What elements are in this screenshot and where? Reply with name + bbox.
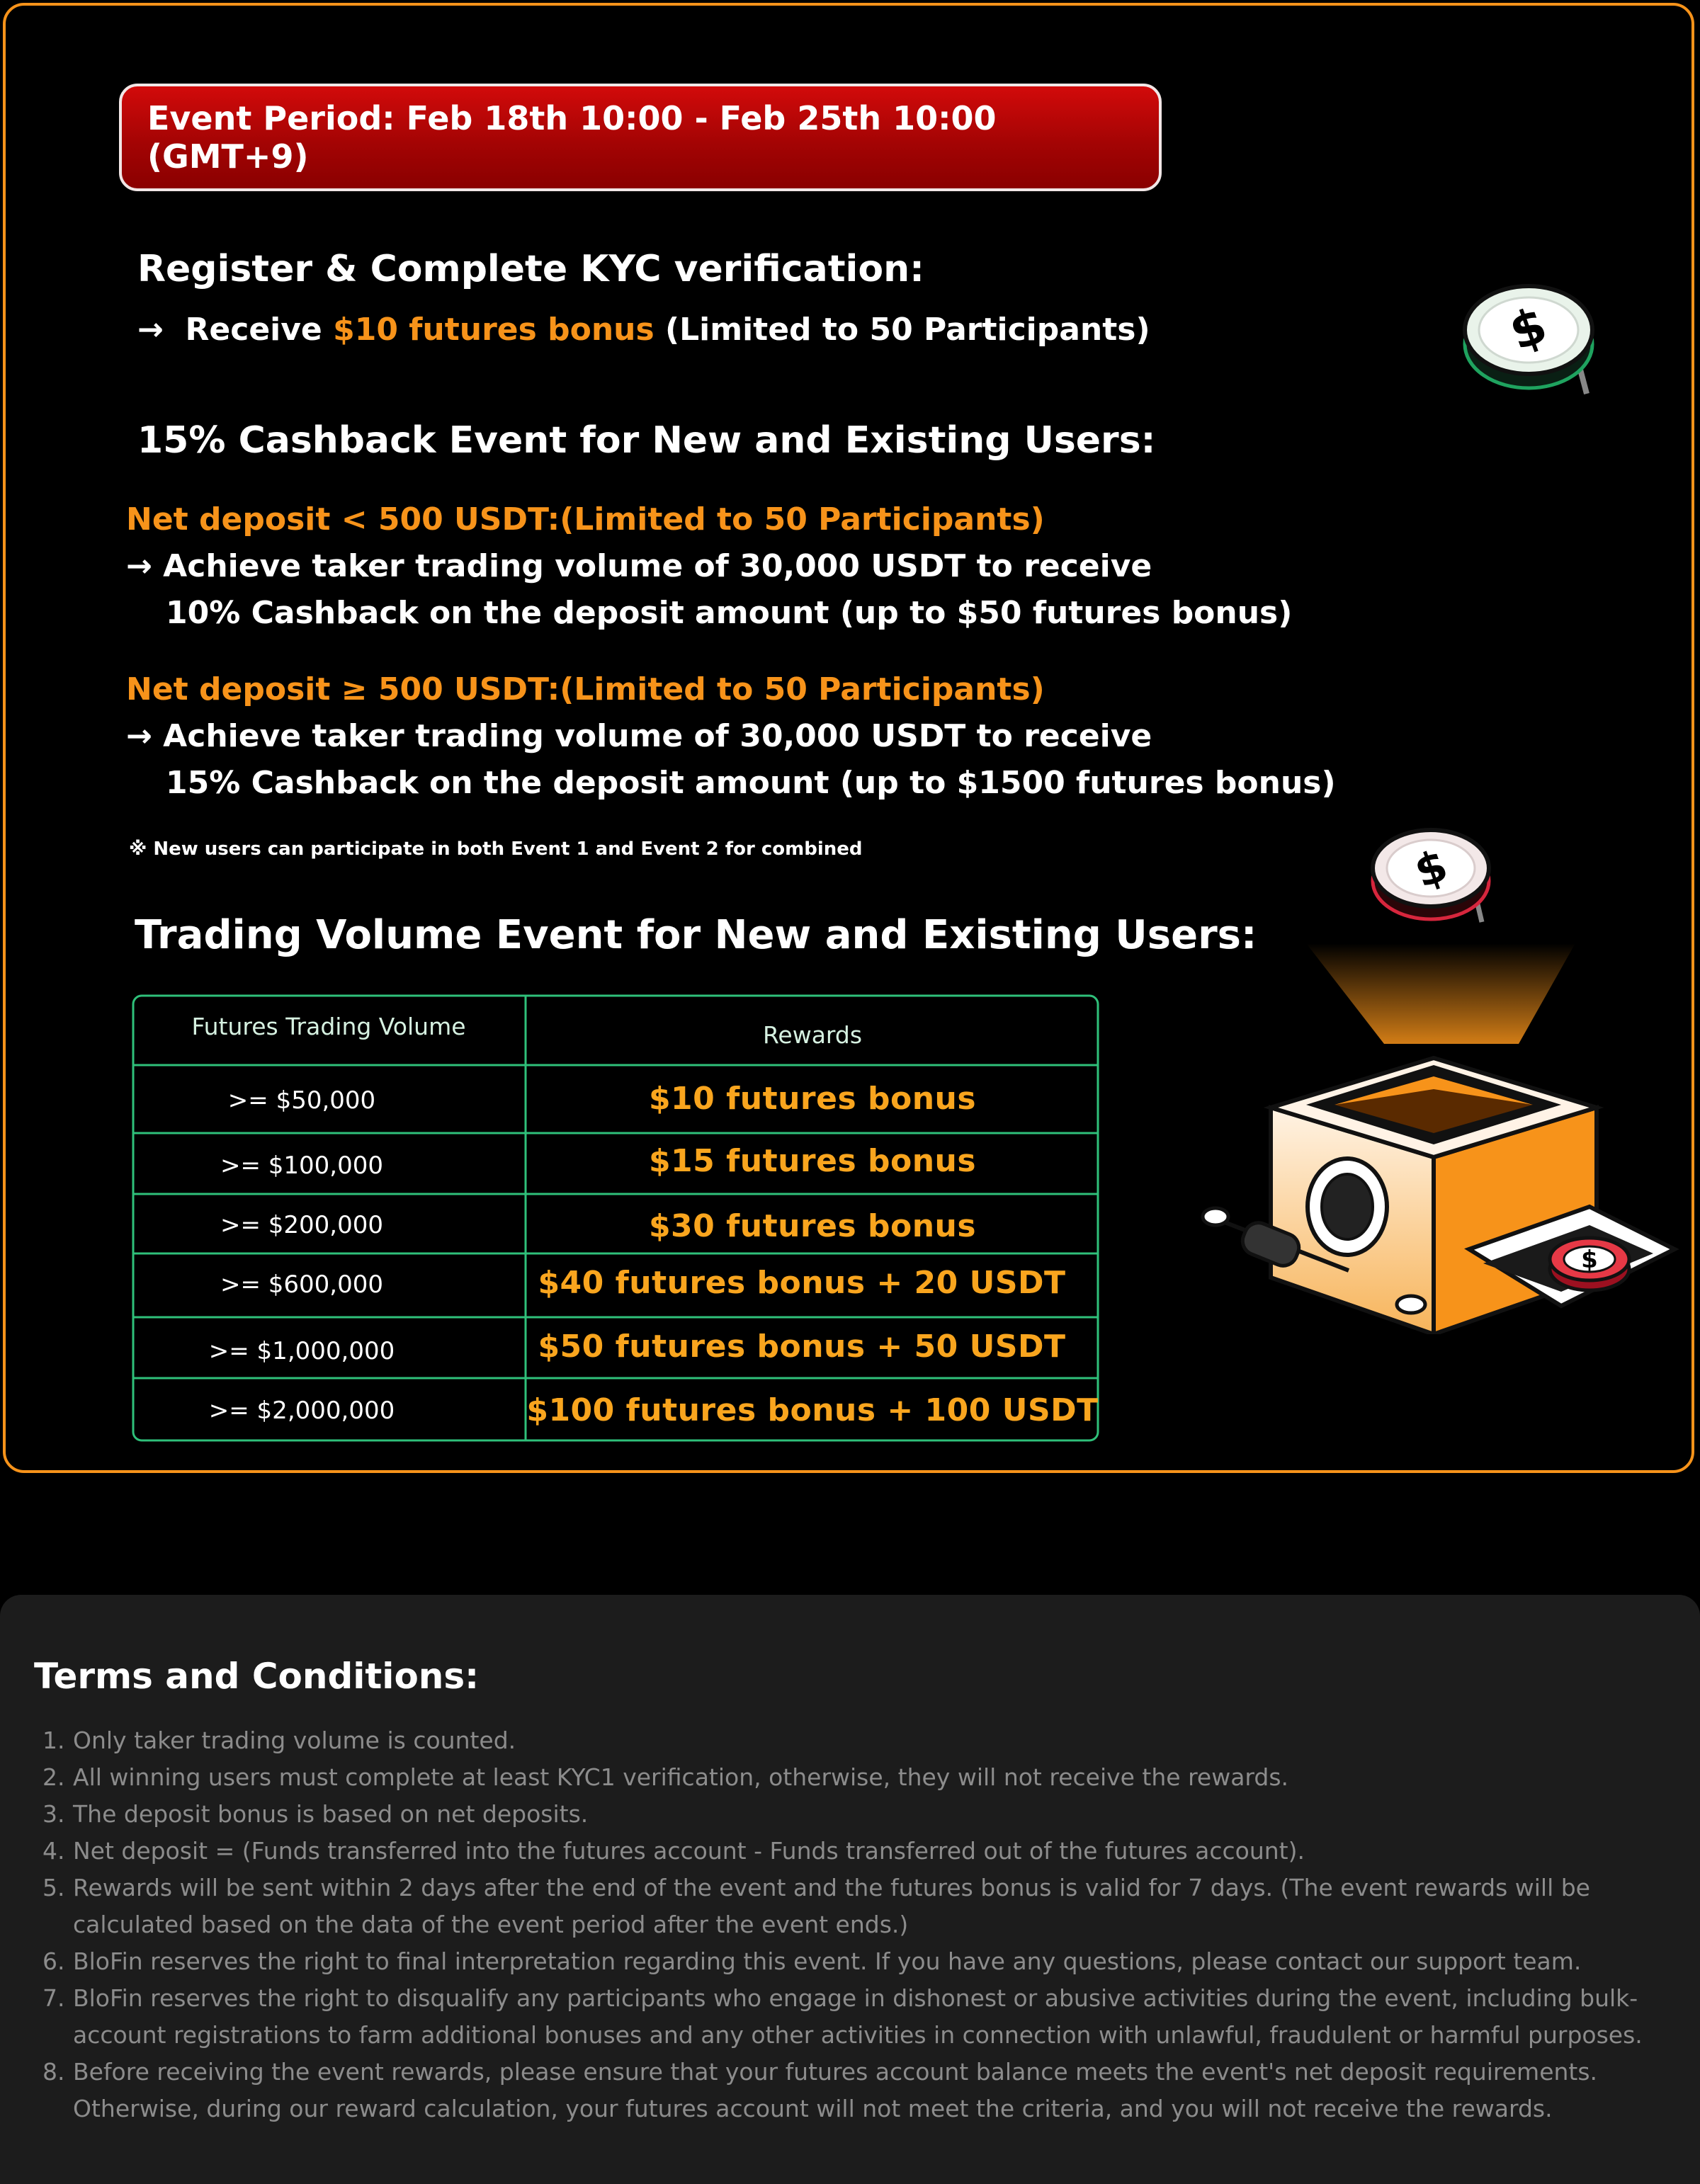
terms-item: 6. BloFin reserves the right to final interpretation regarding this event. If you have any questions, please contact our support team.: [42, 1947, 1582, 1975]
svg-text:$: $: [1581, 1246, 1598, 1274]
terms-item: 8. Before receiving the event rewards, please ensure that your futures account balance meets the event's net deposit requirements. Otherwise, during our reward calculation, your futures account will not meet the criteria, and you will not receive the rewards.: [42, 2058, 1598, 2122]
event-period-banner: [119, 84, 1162, 191]
terms-item: 4. Net deposit = (Funds transferred into the futures account - Funds transferred out of the futures account).: [42, 1837, 1305, 1865]
row-volume: >= $2,000,000: [208, 1397, 395, 1425]
cashback-section-title: 15% Cashback Event for New and Existing Users:: [137, 419, 1156, 462]
red-dollar-coin-icon: [1366, 820, 1500, 926]
kyc-bonus-highlight: $10 futures bonus: [333, 312, 654, 348]
row-reward: $15 futures bonus: [648, 1143, 977, 1179]
header-volume: Futures Trading Volume: [191, 1013, 466, 1040]
terms-item: 5. Rewards will be sent within 2 days after the end of the event and the futures bonus is valid for 7 days. (The event rewards will be calculated based on the data of the event period after the event ends.): [42, 1874, 1590, 1938]
header-rewards: Rewards: [762, 1021, 863, 1049]
tier1-condition: Net deposit < 500 USDT:(Limited to 50 Participants): [126, 501, 1045, 538]
tier2-line2: 15% Cashback on the deposit amount (up to $1500 futures bonus): [166, 765, 1336, 801]
terms-item: 3. The deposit bonus is based on net deposits.: [42, 1800, 589, 1828]
green-dollar-coin-icon: [1455, 275, 1608, 399]
tier1-line2: 10% Cashback on the deposit amount (up to $50 futures bonus): [166, 595, 1293, 631]
combined-note: ※ New users can participate in both Event 1 and Event 2 for combined: [129, 838, 863, 860]
row-reward: $50 futures bonus + 50 USDT: [538, 1329, 1066, 1365]
row-volume: >= $100,000: [220, 1151, 383, 1180]
row-reward: $100 futures bonus + 100 USDT: [526, 1392, 1099, 1428]
row-reward: $30 futures bonus: [648, 1208, 977, 1244]
row-volume: >= $200,000: [220, 1211, 383, 1239]
terms-title: Terms and Conditions:: [34, 1656, 480, 1697]
terms-item: 1. Only taker trading volume is counted.: [42, 1727, 516, 1754]
arrow-icon: →: [137, 312, 164, 348]
svg-text:$: $: [1502, 295, 1555, 362]
row-volume: >= $1,000,000: [208, 1337, 395, 1365]
tier1-line1: → Achieve taker trading volume of 30,000 USDT to receive: [126, 548, 1152, 584]
row-volume: >= $600,000: [220, 1270, 383, 1299]
terms-item: 7. BloFin reserves the right to disqualify any participants who engage in dishonest or abusive activities during the event, including bulk-account registrations to farm additional bonuses and any other activities in connection with unlawful, fraudulent or harmful purposes.: [42, 1984, 1643, 2049]
event-card: [3, 3, 1694, 1473]
cashback-machine-illustration: [1193, 938, 1682, 1334]
terms-list: [34, 1722, 1663, 2127]
tier2-condition: Net deposit ≥ 500 USDT:(Limited to 50 Participants): [126, 671, 1045, 707]
terms-item: 2. All winning users must complete at least KYC1 verification, otherwise, they will not receive the rewards.: [42, 1763, 1289, 1791]
trading-volume-table: [132, 994, 1099, 1442]
row-volume: >= $50,000: [227, 1086, 376, 1115]
tier2-line1: → Achieve taker trading volume of 30,000 USDT to receive: [126, 718, 1152, 754]
row-reward: $40 futures bonus + 20 USDT: [538, 1265, 1066, 1301]
svg-text:$: $: [1407, 838, 1454, 899]
kyc-section-title: Register & Complete KYC verification:: [137, 248, 924, 290]
volume-section-title: Trading Volume Event for New and Existing Users:: [135, 912, 1257, 958]
event-period-text: Event Period: Feb 18th 10:00 - Feb 25th 10:00 (GMT+9): [147, 99, 997, 176]
terms-panel: [0, 1595, 1700, 2184]
row-reward: $10 futures bonus: [648, 1081, 977, 1117]
kyc-reward-line: → Receive $10 futures bonus (Limited to 50 Participants): [137, 312, 1150, 348]
